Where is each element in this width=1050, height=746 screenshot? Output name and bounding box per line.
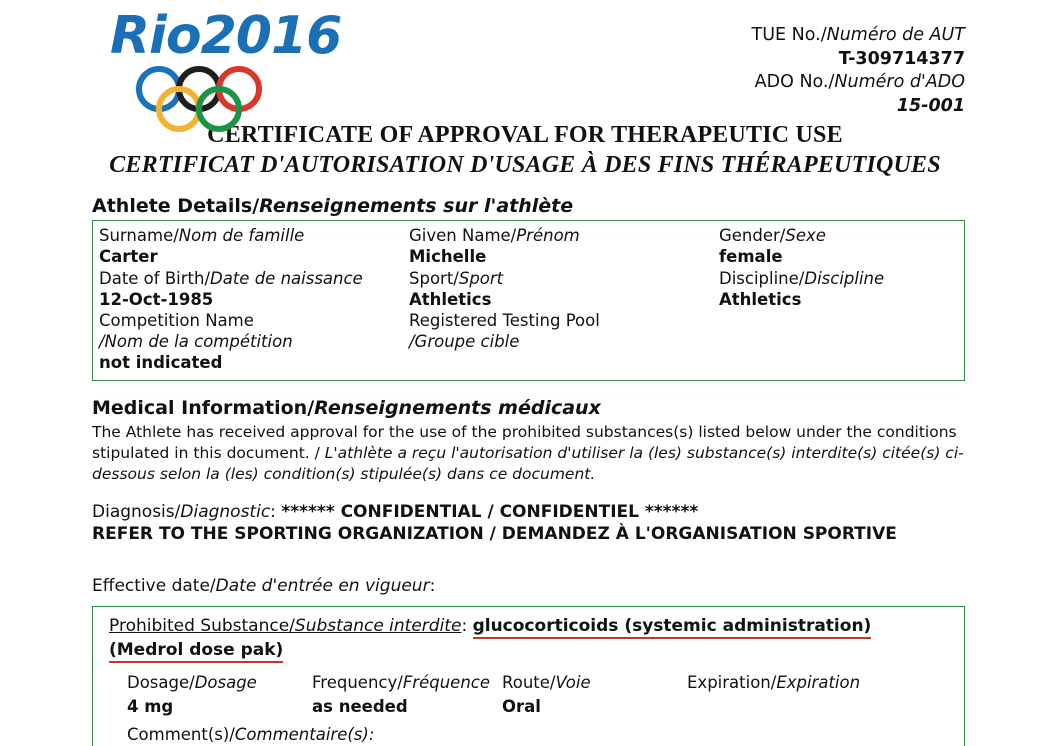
athlete-gender-cell	[719, 225, 958, 268]
prohibited-substance-label-fr: Substance interdite	[294, 616, 462, 637]
athlete-sport-cell	[409, 268, 719, 311]
prohibited-substance-colon: :	[461, 616, 473, 637]
document-titles	[0, 122, 1050, 179]
sport-label-en: Sport/	[409, 268, 459, 288]
discipline-label	[719, 268, 958, 289]
medical-paragraph-fr: L'athlète a reçu l'autorisation d'utiliser la (les) substance(s) interdite(s) citée(s) ci-dessous selon la (les) condition(s) stipulée(s) dans ce document.	[92, 443, 964, 483]
athlete-section-label-en: Athlete Details/	[92, 195, 260, 217]
ado-label-fr: Numéro d'ADO	[834, 72, 965, 93]
rtp-label-fr-text: /Groupe cible	[409, 332, 520, 352]
frequency-value: as needed	[312, 697, 408, 717]
prohibited-substance-line	[109, 615, 954, 638]
dosage-label	[127, 672, 312, 693]
diagnosis-value: ****** CONFIDENTIAL / CONFIDENTIEL ******	[281, 501, 699, 522]
athlete-details-box	[92, 220, 965, 381]
page-title: CERTIFICATE OF APPROVAL FOR THERAPEUTIC USE	[207, 122, 843, 148]
effective-date-label-fr: Date d'entrée en vigueur	[215, 576, 430, 597]
prohibited-substance-label-en: Prohibited Substance/	[109, 616, 295, 637]
tue-label-fr: Numéro de AUT	[826, 25, 965, 45]
prohibited-substance-box	[92, 606, 965, 746]
page-title-french: CERTIFICAT D'AUTORISATION D'USAGE À DES FINS THÉRAPEUTIQUES	[109, 152, 941, 178]
dob-value: 12-Oct-1985	[99, 289, 214, 309]
comments-label-fr: Commentaire(s):	[234, 724, 375, 744]
sport-label-fr: Sport	[458, 268, 504, 288]
rio-2016-logo	[110, 6, 380, 110]
tue-label-en: TUE No./	[751, 25, 827, 45]
tue-number-label	[752, 24, 965, 48]
expiration-label	[687, 672, 872, 693]
given-name-value: Michelle	[409, 247, 487, 267]
dob-label-fr: Date de naissance	[210, 268, 363, 288]
logo-wordmark: Rio2016	[110, 6, 342, 66]
dosage-cell	[127, 672, 312, 719]
ado-number-label	[752, 71, 965, 95]
athlete-row-dob-sport	[99, 268, 958, 311]
competition-label-fr	[99, 331, 409, 352]
prohibited-substance-subvalue-text: (Medrol dose pak)	[109, 640, 283, 663]
given-label-en: Given Name/	[409, 226, 517, 245]
athlete-row-names	[99, 225, 958, 268]
sport-label	[409, 268, 719, 289]
gender-value: female	[719, 247, 783, 267]
diagnosis-label-en: Diagnosis/	[92, 501, 181, 522]
expiration-label-fr: Expiration	[776, 672, 861, 692]
route-value: Oral	[502, 697, 541, 717]
athlete-rtp-cell	[409, 310, 719, 374]
comments-label-en: Comment(s)/	[127, 724, 235, 744]
ado-label-en: ADO No./	[754, 72, 835, 93]
frequency-label-fr: Fréquence	[402, 672, 491, 692]
route-label	[502, 672, 687, 693]
route-label-fr: Voie	[555, 672, 591, 692]
surname-label-fr: Nom de famille	[178, 226, 305, 245]
route-cell	[502, 672, 687, 719]
diagnosis-value-2: REFER TO THE SPORTING ORGANIZATION / DEMANDEZ À L'ORGANISATION SPORTIVE	[92, 524, 897, 545]
effective-date-label-en: Effective date/	[92, 576, 216, 597]
diagnosis-line	[92, 501, 965, 524]
olympic-rings-icon	[136, 66, 346, 112]
medical-section-label-en: Medical Information/	[92, 396, 315, 419]
frequency-cell	[312, 672, 502, 719]
tue-reference-block	[752, 10, 965, 119]
dob-label	[99, 268, 409, 289]
given-name-label	[409, 225, 719, 246]
prohibited-substance-label	[109, 616, 461, 636]
dosage-label-fr: Dosage	[194, 672, 257, 692]
medical-section-label-fr: Renseignements médicaux	[314, 396, 601, 419]
dosage-label-en: Dosage/	[127, 672, 195, 692]
athlete-section-heading	[92, 195, 965, 217]
athlete-discipline-cell	[719, 268, 958, 311]
surname-value: Carter	[99, 247, 158, 267]
expiration-label-en: Expiration/	[687, 672, 777, 692]
prohibited-substance-subvalue	[109, 638, 954, 664]
competition-value: not indicated	[99, 353, 223, 373]
sport-value: Athletics	[409, 289, 492, 309]
dob-label-en: Date of Birth/	[99, 268, 211, 288]
medical-paragraph	[92, 422, 965, 485]
gender-label-fr: Sexe	[785, 226, 826, 245]
athlete-section-label-fr: Renseignements sur l'athlète	[259, 195, 574, 217]
dosage-grid	[109, 672, 954, 719]
effective-date-line	[92, 576, 965, 596]
document-content	[0, 195, 1050, 746]
prohibited-substance-value: glucocorticoids (systemic administration)	[473, 616, 872, 639]
expiration-cell	[687, 672, 872, 719]
route-label-en: Route/	[502, 672, 556, 692]
document-header	[0, 0, 1050, 116]
athlete-competition-cell	[99, 310, 409, 374]
ado-number-value: 15-001	[896, 95, 965, 116]
surname-label	[99, 225, 409, 246]
ring-green-icon	[196, 86, 242, 132]
diagnosis-label: Diagnosis/Diagnostic:	[92, 501, 276, 522]
dosage-value: 4 mg	[127, 697, 174, 717]
athlete-row-competition	[99, 310, 958, 374]
medical-paragraph-en: The Athlete has received approval for the use of the prohibited substances(s) listed below under the conditions stipulated in this document. /	[92, 422, 957, 462]
discipline-value: Athletics	[719, 289, 802, 309]
discipline-label-en: Discipline/	[719, 268, 805, 288]
given-label-fr: Prénom	[516, 226, 580, 245]
rtp-label-en: Registered Testing Pool	[409, 311, 600, 331]
gender-label-en: Gender/	[719, 226, 786, 245]
gender-label	[719, 225, 958, 246]
diagnosis-label-fr: Diagnostic	[180, 501, 271, 522]
surname-label-en: Surname/	[99, 226, 179, 245]
competition-label-en: Competition Name	[99, 311, 254, 331]
athlete-surname-cell	[99, 225, 409, 268]
comments-label	[109, 725, 954, 744]
athlete-row3-spacer	[719, 310, 958, 374]
frequency-label-en: Frequency/	[312, 672, 403, 692]
competition-label-fr-text: /Nom de la compétition	[99, 332, 293, 352]
athlete-given-name-cell	[409, 225, 719, 268]
tue-number-value: T-309714377	[838, 48, 965, 69]
frequency-label	[312, 672, 502, 693]
rtp-label-fr	[409, 331, 719, 352]
discipline-label-fr: Discipline	[804, 268, 885, 288]
medical-section-heading	[92, 397, 965, 419]
effective-date-value: :	[429, 576, 436, 597]
athlete-dob-cell	[99, 268, 409, 311]
